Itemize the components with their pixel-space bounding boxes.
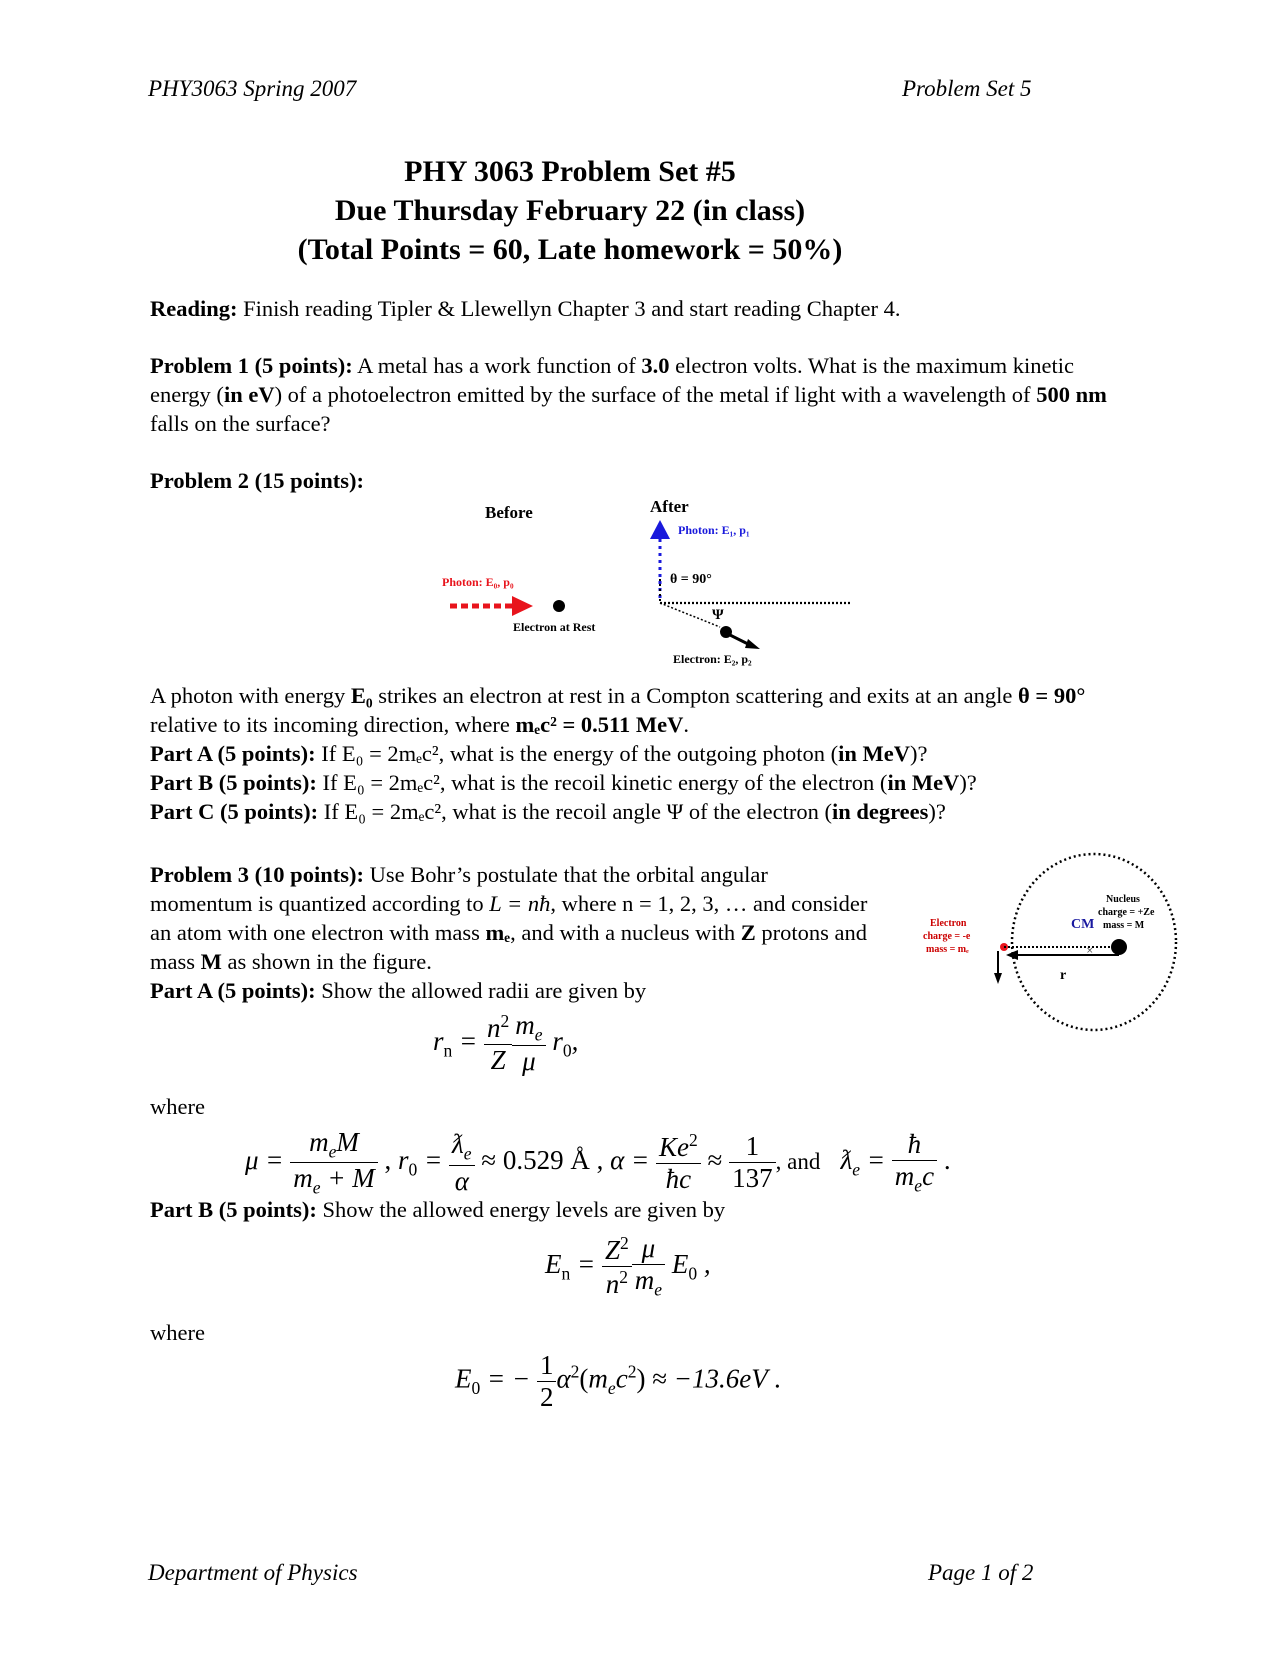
p3-text-1: Use Bohr’s postulate that the orbital angular momentum is quantized according to (150, 862, 768, 916)
cm-label: CM (1071, 917, 1095, 932)
p2-intro-bold-1: E₀ (350, 683, 373, 708)
outgoing-photon-arrow-icon (650, 520, 670, 539)
radius-equation: $r_n$ = $\frac{n^2}{Z}$ $\frac{m_e}{\mu}$ $r_0$, (433, 1010, 579, 1077)
alpha-frac-1: $\frac{Ke^2}{ħc}$ (656, 1130, 701, 1195)
p2-part-a-text-1: If E₀ = 2mₑc², what is the energy of the outgoing photon ( (315, 741, 839, 766)
p2-part-a-bold: in MeV (838, 741, 911, 766)
problem2-heading (150, 466, 1140, 495)
outgoing-photon-label: Photon: E₁, p₁ (678, 523, 750, 537)
incoming-photon-arrow-icon (512, 596, 533, 616)
alpha-value: 137 (732, 1163, 773, 1194)
psi-label: Ψ (712, 607, 724, 623)
radius-label: r (1060, 968, 1067, 983)
electron-at-rest-label: Electron at Rest (513, 620, 596, 634)
electron-charge-label: charge = -e (923, 931, 971, 942)
p3-text-4: protons and mass (150, 920, 867, 974)
p1-text-3: ) of a photoelectron emitted by the surface of the metal if light with a wavelength of (274, 382, 1037, 407)
en-frac-1: $\frac{Z^2}{n^2}$ (602, 1233, 632, 1300)
radius-arrow-icon (1006, 950, 1018, 960)
en-frac-2: $\frac{\mu}{m_e}$ (632, 1233, 665, 1300)
p2-part-c-bold: in degrees (831, 799, 929, 824)
r0-value: 0.529 (502, 1145, 564, 1176)
p1-text-4: falls on the surface? (150, 411, 331, 436)
p2-part-c-text-2: )? (928, 799, 946, 824)
p2-part-a-text-2: )? (910, 741, 928, 766)
p2-intro-bold-3: mₑc² = 0.511 MeV (515, 712, 684, 737)
p1-bold-3: 500 nm (1036, 382, 1107, 407)
p2-intro-text-1: A photon with energy (150, 683, 351, 708)
r0-frac: $\frac{ƛ_e}{\alpha}$ (449, 1129, 474, 1196)
before-label: Before (485, 503, 533, 522)
where-label-1: where (150, 1094, 205, 1119)
alpha-frac-2: $\frac{1}{137}$ (729, 1131, 776, 1194)
e0-frac: $\frac{1}{2}$ (537, 1350, 557, 1413)
theta-label: θ = 90° (670, 572, 712, 587)
compton-scattering-figure (420, 495, 870, 670)
nucleus-mass-label: mass = M (1103, 920, 1145, 931)
cm-marker-icon: × (1086, 946, 1094, 956)
nucleus-dot (1111, 939, 1127, 955)
problem2-part-b (150, 768, 1140, 797)
electron-mass-label: mass = mₑ (926, 944, 969, 955)
p3-part-a-label: Part A (5 points): (150, 978, 316, 1003)
p3-formula: L = nħ (489, 891, 551, 916)
where-label-2: where (150, 1320, 205, 1345)
p2-part-a-label: Part A (5 points): (150, 741, 316, 766)
p1-text-1: A metal has a work function of (352, 353, 642, 378)
p2-part-c-label: Part C (5 points): (150, 799, 319, 824)
r-frac-1: $\frac{n^2}{Z}$ (484, 1011, 512, 1076)
reading-paragraph (150, 294, 1140, 323)
problem3-paragraph (150, 860, 870, 976)
r-frac-2: $\frac{m_e}{\mu}$ (512, 1010, 545, 1077)
page-title (0, 152, 1140, 269)
mu-frac: $\frac{m_eM}{m_e + M}$ (290, 1127, 378, 1199)
p2-part-c-text-1: If E₀ = 2mₑc², what is the recoil angle Ψ of the electron ( (318, 799, 832, 824)
electron-label: Electron (930, 918, 967, 929)
p3-bold-1: mₑ (485, 920, 511, 945)
orbit-circle (1012, 854, 1176, 1030)
p2-part-b-bold: in MeV (887, 770, 960, 795)
bohr-atom-figure (918, 852, 1178, 1037)
recoil-electron-arrow-icon (745, 639, 760, 649)
p2-intro-text-2: strikes an electron at rest in a Compton scattering and exits at an angle (372, 683, 1019, 708)
problem3-label: Problem 3 (10 points): (150, 862, 364, 887)
title-line-3: (Total Points = 60, Late homework = 50%) (297, 233, 843, 266)
reading-label: Reading: (150, 296, 238, 321)
problem2-body (150, 681, 1140, 826)
p2-intro-text-3: relative to its incoming direction, where (150, 712, 516, 737)
electron-velocity-arrow-icon (994, 973, 1002, 984)
problem2-label: Problem 2 (15 points): (150, 468, 364, 493)
p3-part-a-text: Show the allowed radii are given by (315, 978, 647, 1003)
p1-bold-1: 3.0 (641, 353, 670, 378)
p3-text-5: as shown in the figure. (221, 949, 432, 974)
p2-intro-bold-2: θ = 90° (1018, 683, 1086, 708)
header-course: PHY3063 Spring 2007 (148, 76, 357, 101)
electron-at-rest-dot (553, 600, 565, 612)
psi-angle-line (660, 603, 720, 627)
p3-part-b-text: Show the allowed energy levels are given by (316, 1197, 726, 1222)
title-line-1: PHY 3063 Problem Set #5 (404, 155, 736, 188)
p3-text-2: , where n = 1, 2, 3, … and consider an atom with one electron with mass (150, 891, 868, 945)
recoil-electron-label: Electron: E₂, p₂ (673, 652, 752, 666)
constants-equation-row: μ = $\frac{m_eM}{m_e + M}$ , $r_0$ = $\frac{ƛ_e}{\alpha}$ ≈ 0.529 Å , α = $\frac{Ke^2}{ħc}$ ≈ $\frac{1}{137}$ , and $ƛ_e$ = $\frac{ħ}{m_ec}$ . (245, 1127, 951, 1198)
problem2-intro (150, 681, 1140, 739)
reading-text: Finish reading Tipler & Llewellyn Chapter 3 and start reading Chapter 4. (237, 296, 901, 321)
header-problem-set: Problem Set 5 (902, 76, 1032, 101)
p2-intro-text-4: . (683, 712, 689, 737)
lambda-frac: $\frac{ħ}{m_ec}$ (892, 1129, 937, 1196)
p3-bold-2: Z (740, 920, 756, 945)
p2-part-b-text-2: )? (959, 770, 977, 795)
e0-value: −13.6eV (673, 1363, 768, 1394)
p2-part-b-label: Part B (5 points): (150, 770, 317, 795)
title-line-2: Due Thursday February 22 (in class) (334, 194, 806, 227)
nucleus-label: Nucleus (1106, 894, 1140, 905)
footer-page-number: Page 1 of 2 (928, 1560, 1034, 1585)
energy-level-equation: $E_n$ = $\frac{Z^2}{n^2}$ $\frac{\mu}{m_e}$ $E_0$ , (545, 1233, 711, 1300)
problem2-part-a (150, 739, 1140, 768)
p1-text-2: electron volts. What is the maximum kinetic energy ( (150, 353, 1075, 407)
problem3-part-b (150, 1195, 1140, 1224)
p1-bold-2: in eV (223, 382, 275, 407)
p2-part-b-text-1: If E₀ = 2mₑc², what is the recoil kinetic energy of the electron ( (316, 770, 888, 795)
incoming-photon-label: Photon: E₀, p₀ (442, 575, 514, 589)
after-label: After (650, 497, 689, 516)
ground-energy-equation: $E_0$ = − $\frac{1}{2}$ $\alpha^2(m_ec^2) \approx -13.6eV$ . (455, 1350, 781, 1412)
footer-department: Department of Physics (148, 1560, 358, 1585)
p3-bold-3: M (200, 949, 222, 974)
problem1-label: Problem 1 (5 points): (150, 353, 353, 378)
p3-part-b-label: Part B (5 points): (150, 1197, 317, 1222)
p3-text-3: , and with a nucleus with (510, 920, 741, 945)
problem1-paragraph (150, 351, 1140, 438)
and-text: , and (775, 1149, 821, 1175)
nucleus-charge-label: charge = +Ze (1098, 907, 1155, 918)
problem2-part-c (150, 797, 1140, 826)
